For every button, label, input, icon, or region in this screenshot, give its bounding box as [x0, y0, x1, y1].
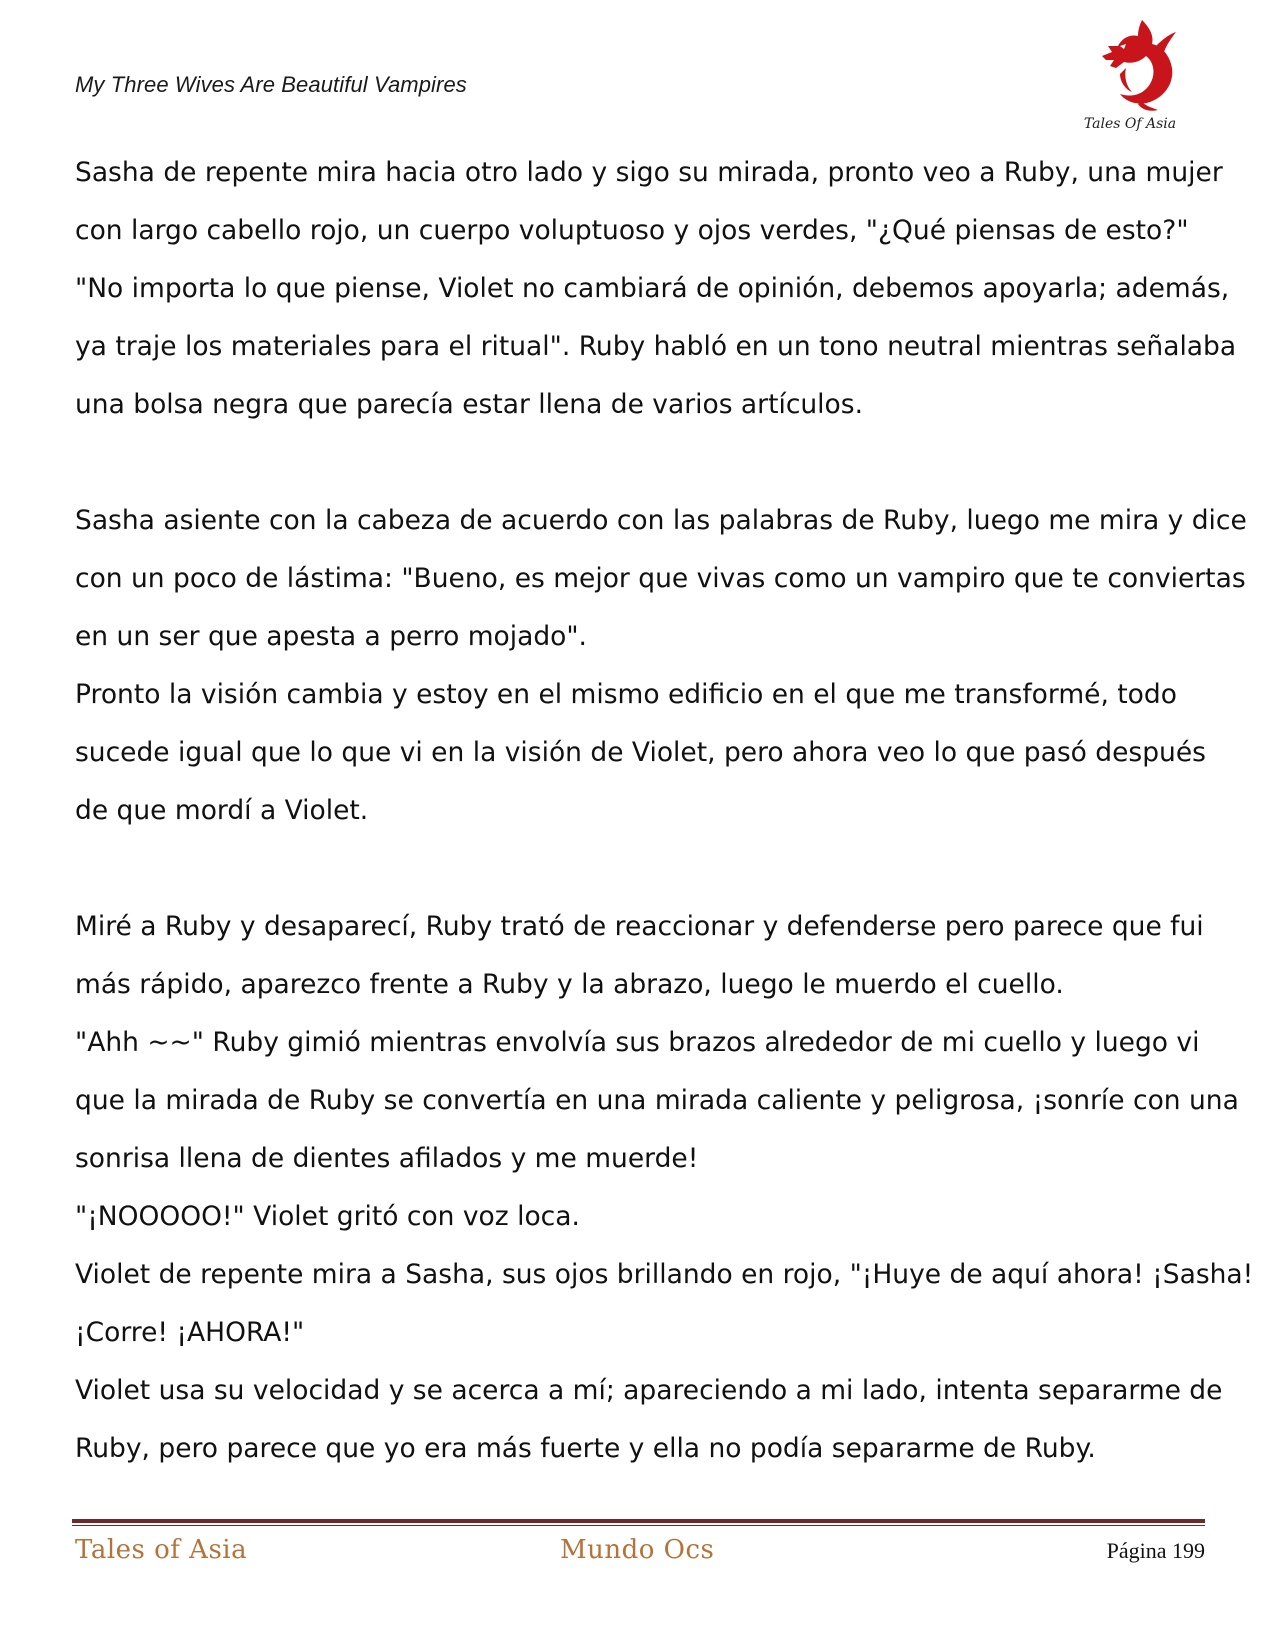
body-line: "Ahh ~~" Ruby gimió mientras envolvía sus brazos alrededor de mi cuello y luego vi	[75, 1027, 1200, 1058]
body-line: "¡NOOOOO!" Violet gritó con voz loca.	[75, 1201, 580, 1232]
book-title: My Three Wives Are Beautiful Vampires	[75, 72, 467, 97]
body-line: de que mordí a Violet.	[75, 795, 369, 826]
body-line: Violet de repente mira a Sasha, sus ojos brillando en rojo, "¡Huye de aquí ahora! ¡Sasha!	[75, 1259, 1254, 1290]
body-line: con largo cabello rojo, un cuerpo voluptuoso y ojos verdes, "¿Qué piensas de esto?"	[75, 215, 1189, 246]
body-line: Ruby, pero parece que yo era más fuerte y ella no podía separarme de Ruby.	[75, 1433, 1096, 1464]
body-line: Sasha asiente con la cabeza de acuerdo con las palabras de Ruby, luego me mira y dice	[75, 505, 1247, 536]
body-line: en un ser que apesta a perro mojado".	[75, 621, 587, 652]
footer-divider	[72, 1519, 1205, 1523]
footer-publisher: Tales of Asia	[75, 1535, 248, 1565]
body-line: Violet usa su velocidad y se acerca a mí; apareciendo a mi lado, intenta separarme de	[75, 1375, 1223, 1406]
body-line: ya traje los materiales para el ritual". Ruby habló en un tono neutral mientras señalaba	[75, 331, 1237, 362]
blank-line	[75, 840, 1205, 898]
body-line: sucede igual que lo que vi en la visión de Violet, pero ahora veo lo que pasó después	[75, 737, 1206, 768]
tales-of-asia-logo	[1080, 16, 1180, 136]
body-line: Sasha de repente mira hacia otro lado y sigo su mirada, pronto veo a Ruby, una mujer	[75, 157, 1223, 188]
dragon-icon	[1080, 16, 1180, 116]
body-line: con un poco de lástima: "Bueno, es mejor que vivas como un vampiro que te conviertas	[75, 563, 1246, 594]
body-line: que la mirada de Ruby se convertía en una mirada caliente y peligrosa, ¡sonríe con una	[75, 1085, 1239, 1116]
blank-line	[75, 434, 1205, 492]
footer-section: Mundo Ocs	[560, 1535, 715, 1565]
body-line: sonrisa llena de dientes afilados y me muerde!	[75, 1143, 699, 1174]
body-line: Pronto la visión cambia y estoy en el mismo edificio en el que me transformé, todo	[75, 679, 1177, 710]
page-number: Página 199	[1106, 1538, 1205, 1563]
body-line: "No importa lo que piense, Violet no cambiará de opinión, debemos apoyarla; además,	[75, 273, 1230, 304]
body-line: Miré a Ruby y desaparecí, Ruby trató de reaccionar y defenderse pero parece que fui	[75, 911, 1204, 942]
body-text	[75, 144, 1254, 1478]
logo-text: Tales Of Asia	[1083, 116, 1177, 132]
body-line: más rápido, aparezco frente a Ruby y la abrazo, luego le muerdo el cuello.	[75, 969, 1064, 1000]
body-line: una bolsa negra que parecía estar llena de varios artículos.	[75, 389, 863, 420]
footer-divider-thin	[72, 1525, 1205, 1526]
body-line: ¡Corre! ¡AHORA!"	[75, 1317, 305, 1348]
